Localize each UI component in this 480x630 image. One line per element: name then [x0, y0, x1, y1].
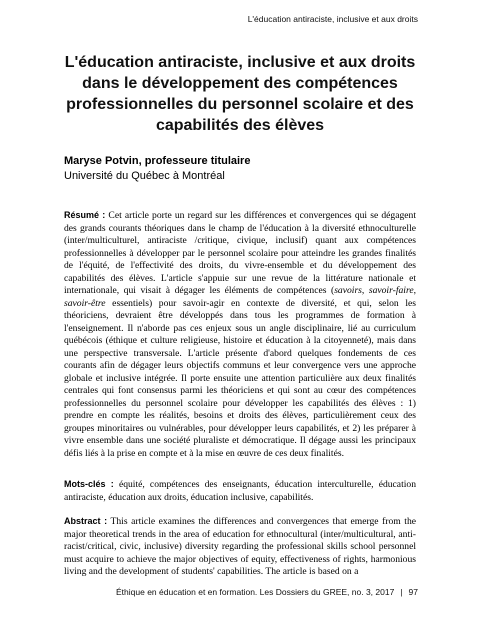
resume-text-2: , [361, 285, 369, 296]
footer-separator: | [400, 587, 403, 597]
abstract-paragraph [64, 515, 416, 577]
keywords-text: équité, compétences des enseignants, éducation interculturelle, éducation antiraciste, éducation aux droits, éducation inclusive, capabilités. [64, 479, 416, 503]
resume-text-3: , [413, 285, 417, 296]
footer-journal: Éthique en éducation et en formation. Les Dossiers du GREE, no. 3, 2017 [116, 587, 395, 597]
keywords-paragraph [64, 478, 416, 504]
abstract-text: This article examines the differences and convergences that emerge from the major theoretical trends in the area of education for ethnocultural (inter/multicultural, anti-racist/critical, civic, inclusive) diversity regarding the professional skills school personnel must acquire to achieve the major objectives of equity, effectiveness of rights, harmonious living and the development of students' capabilities. The article is based on a [64, 516, 416, 577]
page-number: 97 [408, 587, 418, 597]
resume-emphasis-savoir-faire: savoir-faire [368, 285, 414, 296]
abstract-label: Abstract : [64, 516, 108, 526]
resume-label: Résumé : [64, 210, 106, 220]
resume-paragraph [64, 209, 416, 460]
author-block [64, 154, 250, 184]
resume-text-4: essentiels) pour savoir-agir en contexte de diversité, et qui, selon les théoriciens, devraient être développés dans tous les programmes de formation à l'enseignement. Il n'aborde pas ces enjeux sous un angle disciplinaire, lié au curriculum québécois (éthique et culture religieuse, histoire et éducation à la citoyenneté), mais dans une perspective transversale. L'article présente d'abord quelques fondements de ces courants afin de dégager leurs objectifs communs et leur convergence vers une approche globale et inclusive intégrée. Il porte ensuite une attention particulière aux deux finalités centrales qui font consensus parmi les théoriciens et qui sont au cœur des compétences professionnelles du personnel scolaire pour développer les capabilités des élèves : 1) prendre en compte les réalités, besoins et droits des élèves, particulièrement ceux des groupes minoritaires ou vulnérables, pour développer leurs capabilités, et 2) les préparer à vivre ensemble dans une société pluraliste et démocratique. Il dégage aussi les principaux défis liés à la prise en compte et à la mise en œuvre de ces deux finalités. [64, 297, 416, 459]
resume-emphasis-savoirs: savoirs [334, 285, 362, 296]
running-head: L'éducation antiraciste, inclusive et aux droits [247, 14, 418, 24]
article-title: L'éducation antiraciste, inclusive et aux droits dans le développement des compétences professionnelles du personnel scolaire et des capabilités des élèves [64, 54, 416, 134]
author-name: Maryse Potvin, professeure titulaire [64, 155, 251, 167]
resume-text-1: Cet article porte un regard sur les différences et convergences qui se dégagent des grands courants théoriques dans le champ de l'éducation à la diversité ethnoculturelle (inter/multiculturel, antiraciste /critique, civique, inclusif) quant aux compétences professionnelles à développer par le personnel scolaire pour atteindre les grandes finalités de l'équité, de l'effectivité des droits, du vivre-ensemble et du développement des capabilités des élèves. L'article s'appuie sur une revue de la littérature nationale et internationale, qui visait à dégager les éléments de compétences ( [64, 210, 416, 296]
resume-emphasis-savoir-etre: savoir-être [64, 297, 106, 309]
keywords-label: Mots-clés : [64, 479, 114, 489]
author-affiliation: Université du Québec à Montréal [64, 170, 225, 182]
page-footer [116, 587, 418, 597]
